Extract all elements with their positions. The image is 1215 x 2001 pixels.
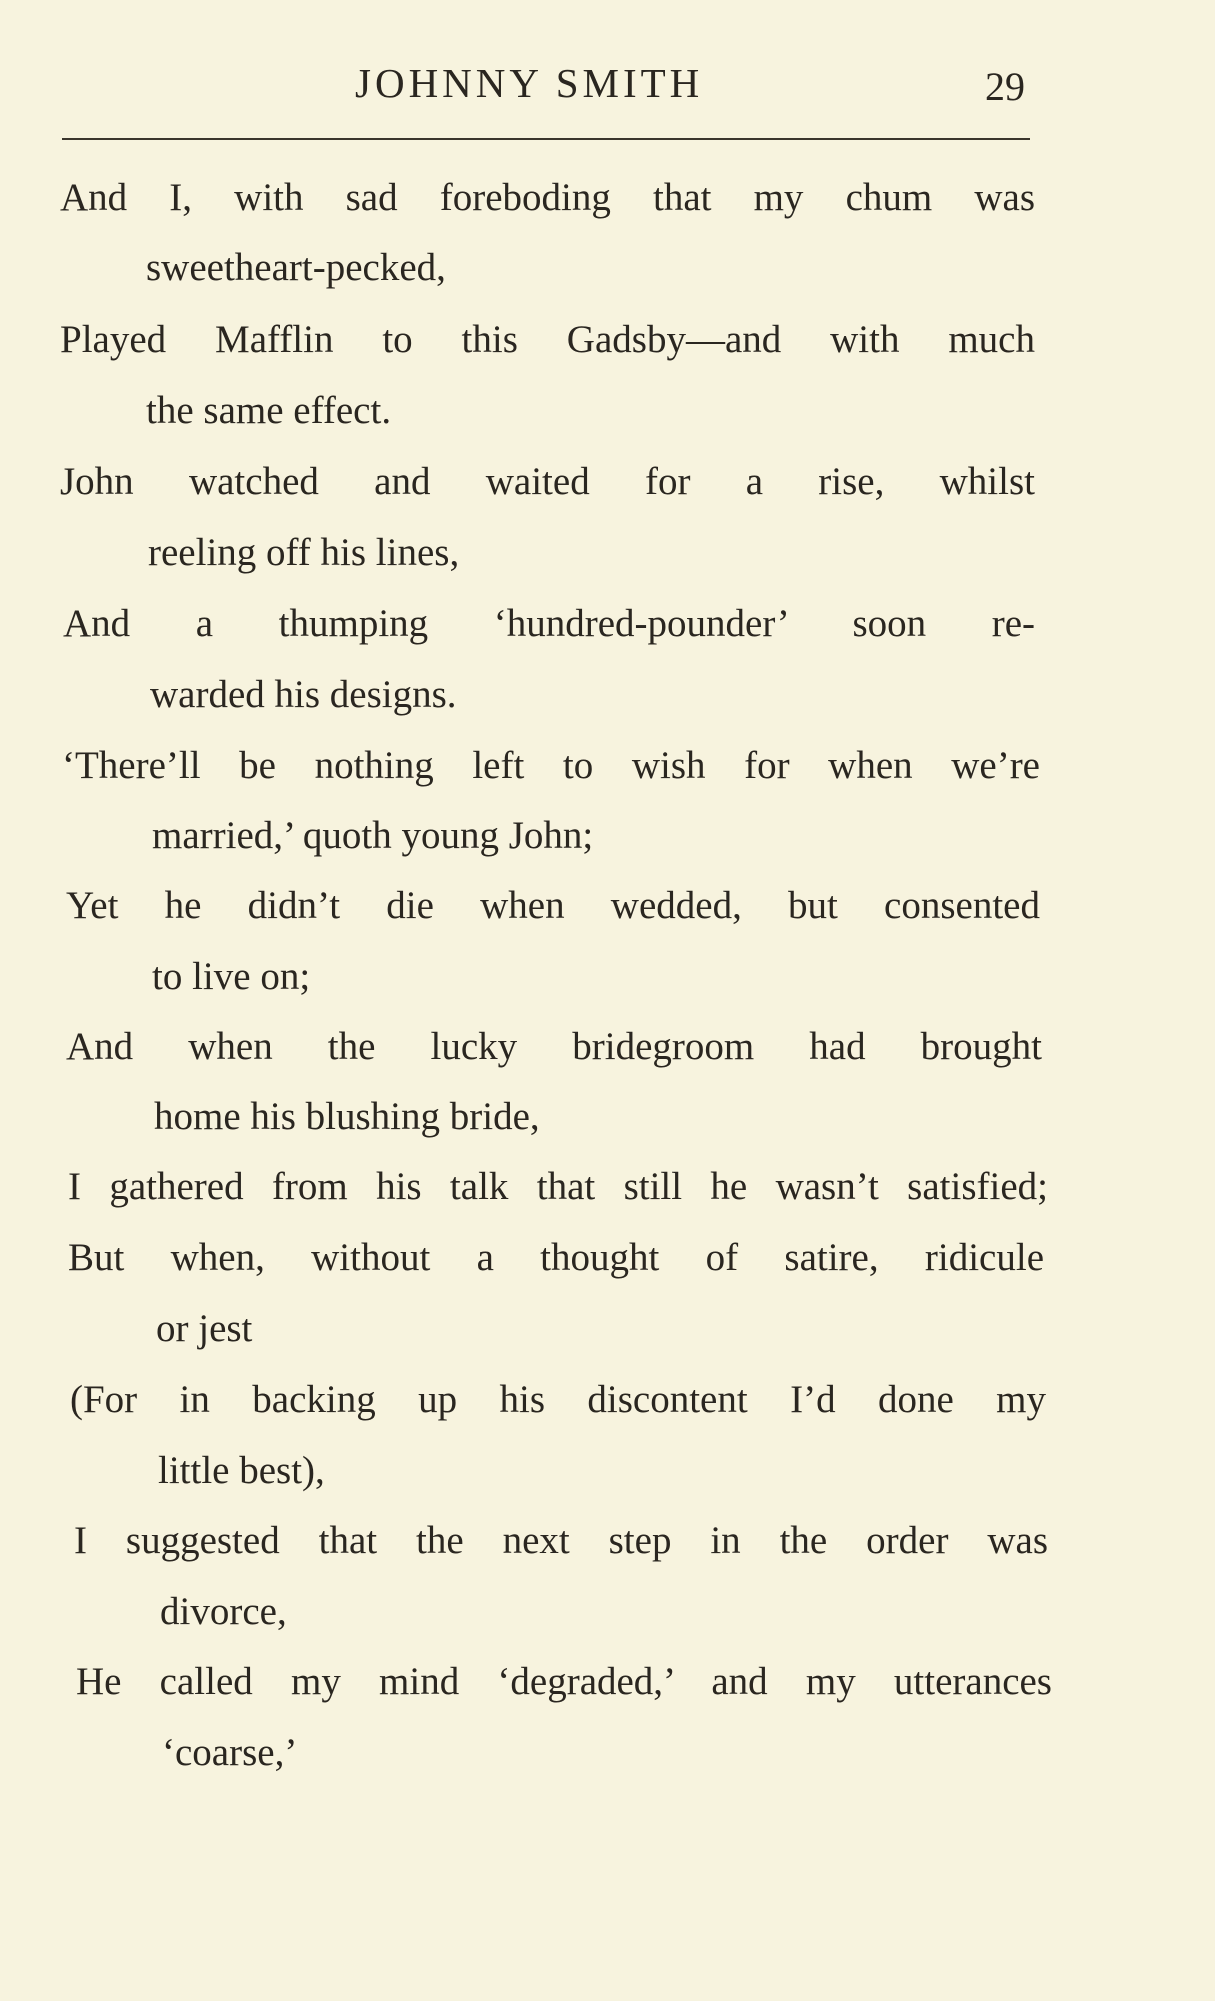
verse-line: And when the lucky bridegroom had brought	[66, 1025, 1042, 1068]
verse-line: But when, without a thought of satire, ridicule	[68, 1236, 1044, 1279]
verse-line: John watched and waited for a rise, whilst	[60, 460, 1035, 503]
verse-line: And I, with sad foreboding that my chum was	[60, 176, 1035, 219]
verse-line: ‘There’ll be nothing left to wish for when we’re	[62, 744, 1040, 787]
verse-line-continuation: ‘coarse,’	[162, 1731, 298, 1774]
verse-line-continuation: to live on;	[152, 955, 311, 998]
verse-line-continuation: divorce,	[160, 1590, 287, 1633]
verse-line-continuation: little best),	[158, 1449, 325, 1492]
verse-line-continuation: warded his designs.	[150, 673, 457, 716]
verse-line: And a thumping ‘hundred-pounder’ soon re-	[63, 602, 1035, 645]
running-head-title: JOHNNY SMITH	[355, 60, 704, 106]
verse-line: He called my mind ‘degraded,’ and my utterances	[76, 1660, 1052, 1703]
page-number: 29	[985, 64, 1025, 109]
verse-line: (For in backing up his discontent I’d done my	[70, 1378, 1046, 1421]
verse-line: I suggested that the next step in the order was	[74, 1519, 1048, 1562]
verse-line-continuation: reeling off his lines,	[148, 531, 460, 574]
verse-line: I gathered from his talk that still he wasn’t satisfied;	[68, 1165, 1048, 1208]
verse-line-continuation: home his blushing bride,	[154, 1095, 540, 1138]
running-head	[0, 58, 1215, 108]
verse-line-continuation: sweetheart-pecked,	[146, 246, 446, 289]
verse-line-continuation: married,’ quoth young John;	[152, 814, 594, 857]
header-rule	[62, 138, 1030, 140]
verse-line: Played Mafflin to this Gadsby—and with much	[60, 318, 1035, 361]
verse-line: Yet he didn’t die when wedded, but consented	[66, 884, 1040, 927]
verse-line-continuation: the same effect.	[146, 389, 392, 432]
verse-line-continuation: or jest	[156, 1307, 253, 1350]
